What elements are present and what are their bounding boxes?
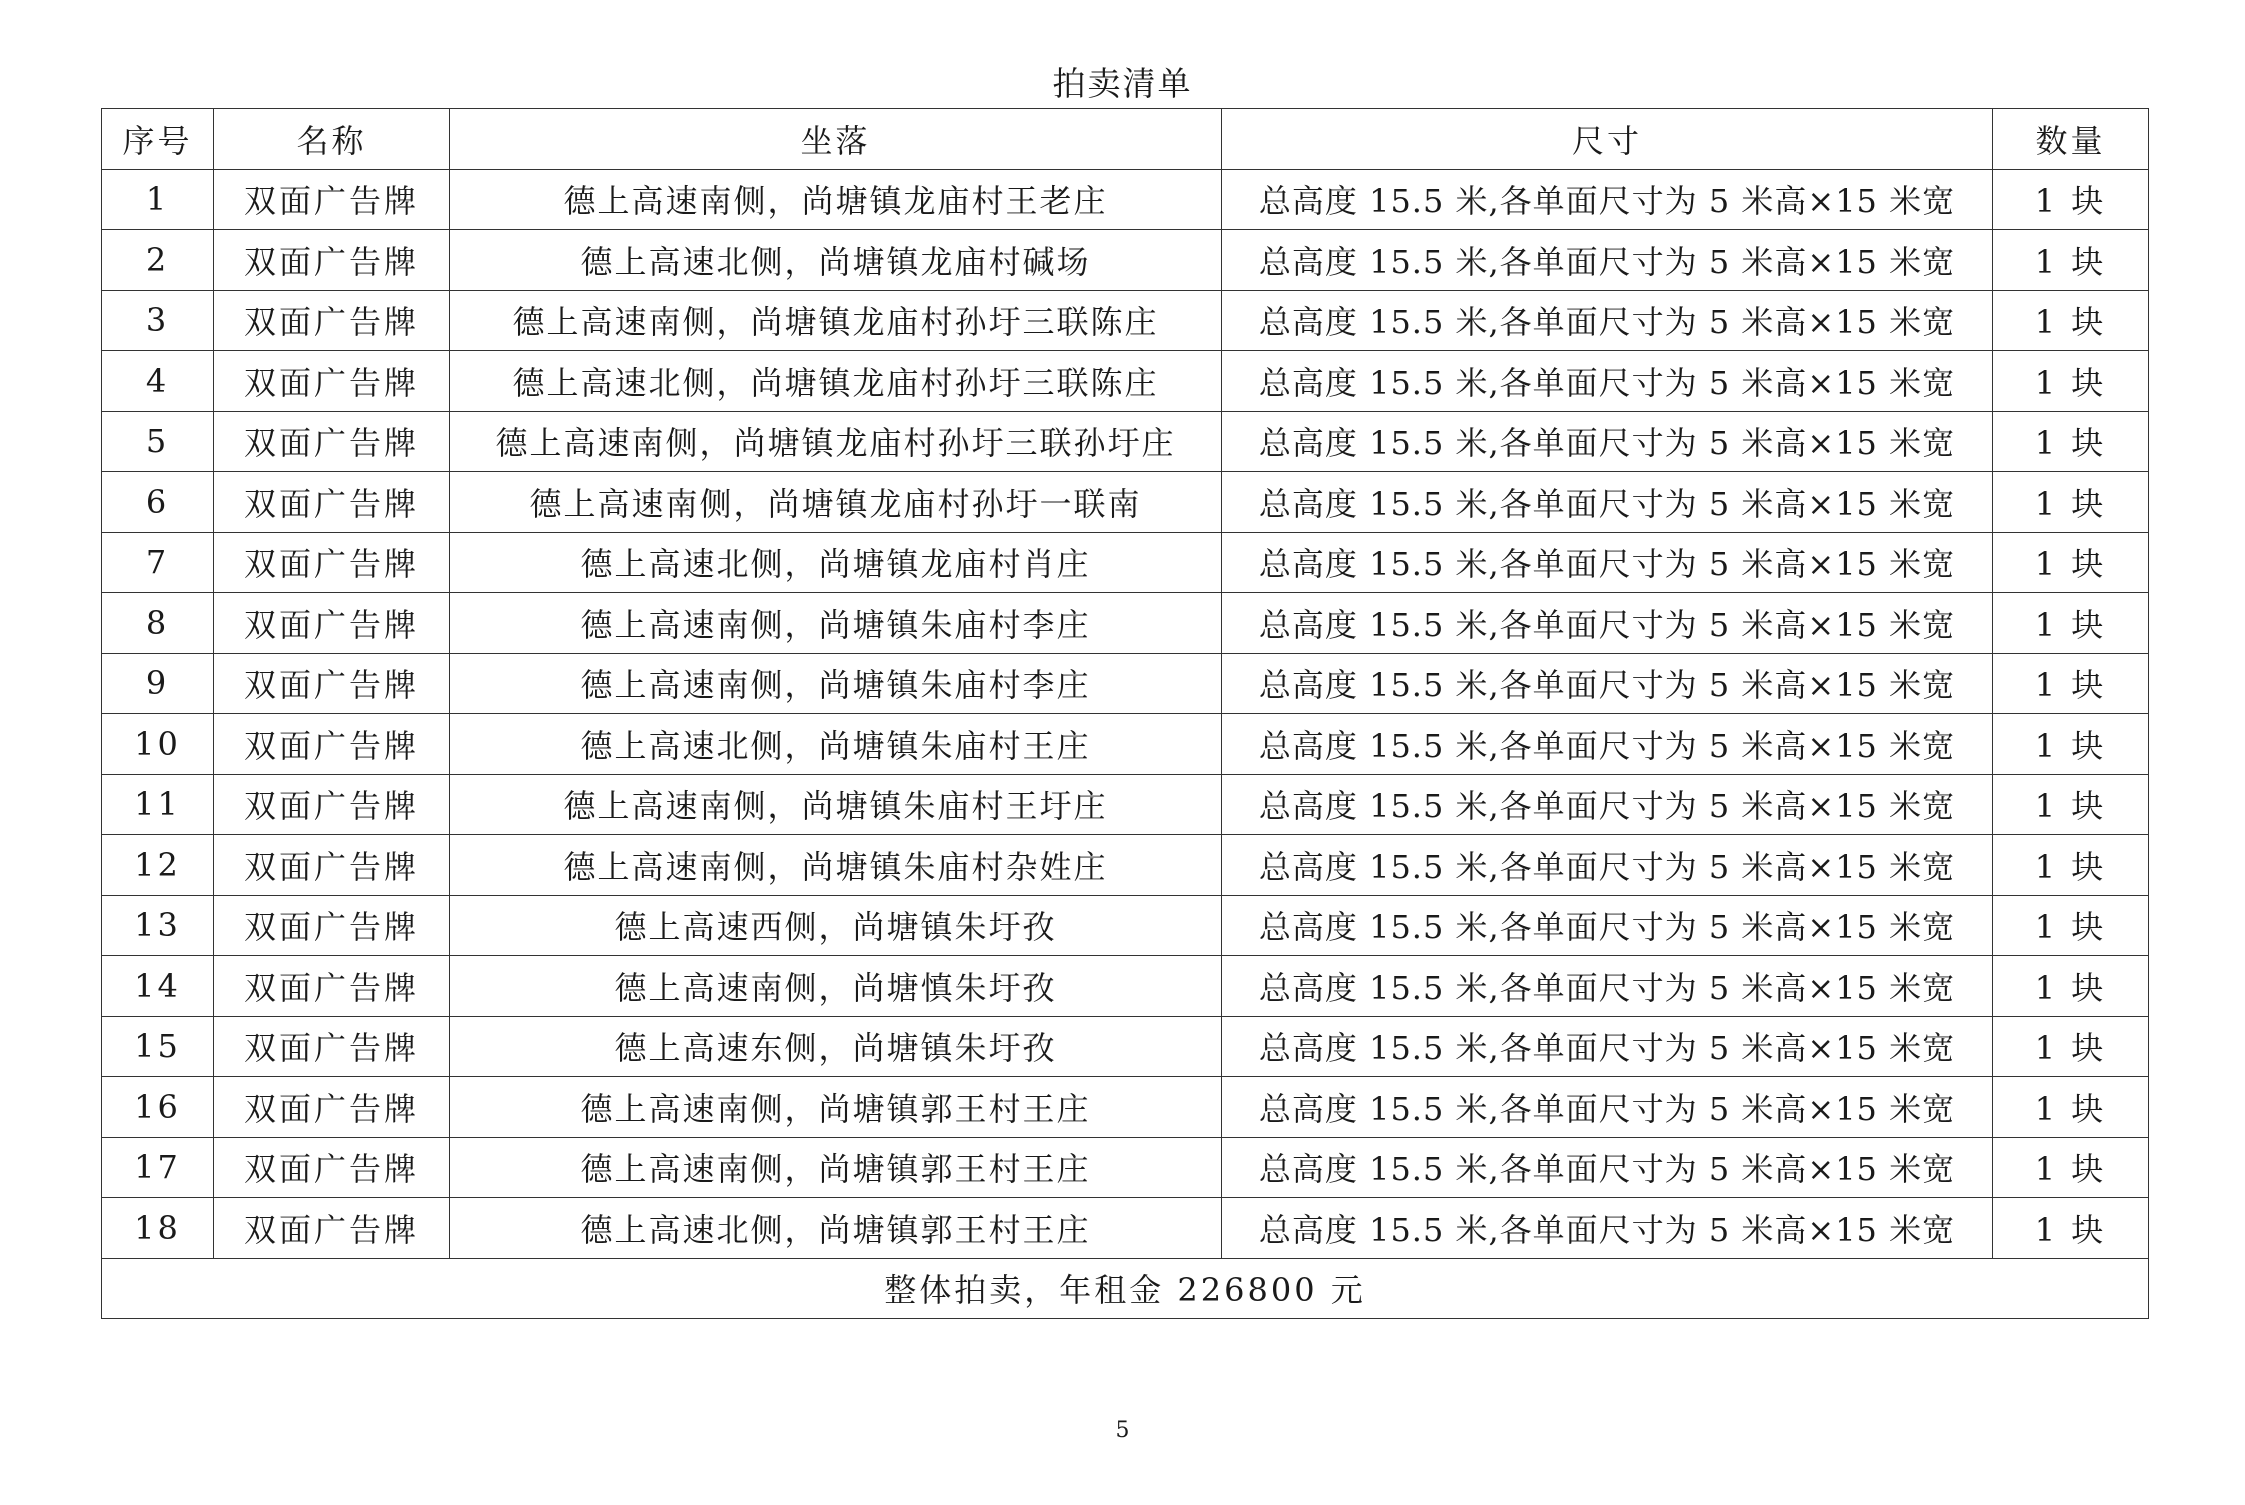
table-row <box>102 1016 2149 1077</box>
cell-serial-number: 12 <box>102 835 214 896</box>
cell-name: 双面广告牌 <box>214 230 450 291</box>
cell-name: 双面广告牌 <box>214 472 450 533</box>
cell-serial-number: 6 <box>102 472 214 533</box>
cell-quantity: 1 块 <box>1993 230 2149 291</box>
cell-size: 总高度 15.5 米,各单面尺寸为 5 米高×15 米宽 <box>1222 774 1993 835</box>
cell-quantity: 1 块 <box>1993 472 2149 533</box>
table-row <box>102 714 2149 775</box>
cell-quantity: 1 块 <box>1993 895 2149 956</box>
cell-size: 总高度 15.5 米,各单面尺寸为 5 米高×15 米宽 <box>1222 1137 1993 1198</box>
cell-quantity: 1 块 <box>1993 835 2149 896</box>
cell-location: 德上高速北侧，尚塘镇龙庙村碱场 <box>450 230 1222 291</box>
cell-serial-number: 1 <box>102 169 214 230</box>
table-row <box>102 1137 2149 1198</box>
cell-serial-number: 17 <box>102 1137 214 1198</box>
table-row <box>102 472 2149 533</box>
cell-quantity: 1 块 <box>1993 1137 2149 1198</box>
cell-name: 双面广告牌 <box>214 1077 450 1138</box>
cell-quantity: 1 块 <box>1993 1016 2149 1077</box>
cell-size: 总高度 15.5 米,各单面尺寸为 5 米高×15 米宽 <box>1222 895 1993 956</box>
document-title: 拍卖清单 <box>1052 64 1193 103</box>
table-row <box>102 290 2149 351</box>
cell-serial-number: 5 <box>102 411 214 472</box>
table-row <box>102 230 2149 291</box>
cell-size: 总高度 15.5 米,各单面尺寸为 5 米高×15 米宽 <box>1222 230 1993 291</box>
cell-location: 德上高速北侧，尚塘镇龙庙村肖庄 <box>450 532 1222 593</box>
cell-name: 双面广告牌 <box>214 835 450 896</box>
header-size: 尺寸 <box>1222 109 1993 170</box>
cell-serial-number: 2 <box>102 230 214 291</box>
cell-location: 德上高速南侧，尚塘慎朱圩孜 <box>450 956 1222 1017</box>
cell-serial-number: 18 <box>102 1198 214 1259</box>
cell-serial-number: 11 <box>102 774 214 835</box>
cell-serial-number: 9 <box>102 653 214 714</box>
cell-size: 总高度 15.5 米,各单面尺寸为 5 米高×15 米宽 <box>1222 653 1993 714</box>
cell-quantity: 1 块 <box>1993 532 2149 593</box>
table-row <box>102 956 2149 1017</box>
table-header-row <box>102 109 2149 170</box>
cell-size: 总高度 15.5 米,各单面尺寸为 5 米高×15 米宽 <box>1222 1077 1993 1138</box>
cell-serial-number: 4 <box>102 351 214 412</box>
cell-name: 双面广告牌 <box>214 895 450 956</box>
cell-quantity: 1 块 <box>1993 169 2149 230</box>
header-serial-number: 序号 <box>102 109 214 170</box>
cell-quantity: 1 块 <box>1993 714 2149 775</box>
cell-name: 双面广告牌 <box>214 774 450 835</box>
cell-location: 德上高速西侧，尚塘镇朱圩孜 <box>450 895 1222 956</box>
cell-size: 总高度 15.5 米,各单面尺寸为 5 米高×15 米宽 <box>1222 1016 1993 1077</box>
cell-serial-number: 7 <box>102 532 214 593</box>
cell-size: 总高度 15.5 米,各单面尺寸为 5 米高×15 米宽 <box>1222 472 1993 533</box>
table-row <box>102 653 2149 714</box>
cell-name: 双面广告牌 <box>214 532 450 593</box>
cell-size: 总高度 15.5 米,各单面尺寸为 5 米高×15 米宽 <box>1222 956 1993 1017</box>
cell-location: 德上高速南侧，尚塘镇朱庙村王圩庄 <box>450 774 1222 835</box>
table-body <box>102 169 2149 1258</box>
cell-quantity: 1 块 <box>1993 774 2149 835</box>
cell-quantity: 1 块 <box>1993 1198 2149 1259</box>
cell-location: 德上高速南侧，尚塘镇朱庙村杂姓庄 <box>450 835 1222 896</box>
cell-serial-number: 8 <box>102 593 214 654</box>
cell-quantity: 1 块 <box>1993 290 2149 351</box>
cell-location: 德上高速南侧，尚塘镇龙庙村王老庄 <box>450 169 1222 230</box>
cell-name: 双面广告牌 <box>214 956 450 1017</box>
cell-location: 德上高速南侧，尚塘镇郭王村王庄 <box>450 1077 1222 1138</box>
cell-name: 双面广告牌 <box>214 714 450 775</box>
cell-size: 总高度 15.5 米,各单面尺寸为 5 米高×15 米宽 <box>1222 290 1993 351</box>
cell-name: 双面广告牌 <box>214 290 450 351</box>
table-row <box>102 411 2149 472</box>
table-row <box>102 835 2149 896</box>
header-quantity: 数量 <box>1993 109 2149 170</box>
cell-serial-number: 3 <box>102 290 214 351</box>
cell-name: 双面广告牌 <box>214 351 450 412</box>
cell-size: 总高度 15.5 米,各单面尺寸为 5 米高×15 米宽 <box>1222 169 1993 230</box>
cell-name: 双面广告牌 <box>214 1198 450 1259</box>
cell-name: 双面广告牌 <box>214 411 450 472</box>
cell-serial-number: 10 <box>102 714 214 775</box>
cell-quantity: 1 块 <box>1993 593 2149 654</box>
table-row <box>102 1077 2149 1138</box>
header-location: 坐落 <box>450 109 1222 170</box>
cell-serial-number: 16 <box>102 1077 214 1138</box>
cell-name: 双面广告牌 <box>214 1016 450 1077</box>
auction-list-table <box>101 108 2149 1319</box>
cell-name: 双面广告牌 <box>214 1137 450 1198</box>
cell-location: 德上高速南侧，尚塘镇郭王村王庄 <box>450 1137 1222 1198</box>
cell-quantity: 1 块 <box>1993 1077 2149 1138</box>
total-summary: 整体拍卖，年租金 226800 元 <box>102 1258 2149 1319</box>
table-row <box>102 532 2149 593</box>
cell-location: 德上高速南侧，尚塘镇朱庙村李庄 <box>450 653 1222 714</box>
cell-size: 总高度 15.5 米,各单面尺寸为 5 米高×15 米宽 <box>1222 351 1993 412</box>
cell-location: 德上高速南侧，尚塘镇龙庙村孙圩三联孙圩庄 <box>450 411 1222 472</box>
cell-size: 总高度 15.5 米,各单面尺寸为 5 米高×15 米宽 <box>1222 593 1993 654</box>
cell-name: 双面广告牌 <box>214 169 450 230</box>
page-number: 5 <box>1115 1418 1130 1443</box>
table-row <box>102 351 2149 412</box>
cell-size: 总高度 15.5 米,各单面尺寸为 5 米高×15 米宽 <box>1222 714 1993 775</box>
cell-serial-number: 14 <box>102 956 214 1017</box>
cell-location: 德上高速北侧，尚塘镇龙庙村孙圩三联陈庄 <box>450 351 1222 412</box>
table-row <box>102 593 2149 654</box>
cell-size: 总高度 15.5 米,各单面尺寸为 5 米高×15 米宽 <box>1222 835 1993 896</box>
cell-location: 德上高速南侧，尚塘镇龙庙村孙圩三联陈庄 <box>450 290 1222 351</box>
cell-quantity: 1 块 <box>1993 411 2149 472</box>
cell-location: 德上高速南侧，尚塘镇龙庙村孙圩一联南 <box>450 472 1222 533</box>
table-row <box>102 895 2149 956</box>
cell-quantity: 1 块 <box>1993 956 2149 1017</box>
table-row <box>102 774 2149 835</box>
cell-quantity: 1 块 <box>1993 351 2149 412</box>
cell-location: 德上高速东侧，尚塘镇朱圩孜 <box>450 1016 1222 1077</box>
cell-location: 德上高速南侧，尚塘镇朱庙村李庄 <box>450 593 1222 654</box>
cell-size: 总高度 15.5 米,各单面尺寸为 5 米高×15 米宽 <box>1222 532 1993 593</box>
cell-quantity: 1 块 <box>1993 653 2149 714</box>
cell-size: 总高度 15.5 米,各单面尺寸为 5 米高×15 米宽 <box>1222 1198 1993 1259</box>
cell-location: 德上高速北侧，尚塘镇郭王村王庄 <box>450 1198 1222 1259</box>
cell-serial-number: 15 <box>102 1016 214 1077</box>
table-row <box>102 169 2149 230</box>
header-name: 名称 <box>214 109 450 170</box>
table-footer-row <box>102 1258 2149 1319</box>
table-row <box>102 1198 2149 1259</box>
cell-location: 德上高速北侧，尚塘镇朱庙村王庄 <box>450 714 1222 775</box>
cell-size: 总高度 15.5 米,各单面尺寸为 5 米高×15 米宽 <box>1222 411 1993 472</box>
cell-name: 双面广告牌 <box>214 593 450 654</box>
cell-serial-number: 13 <box>102 895 214 956</box>
cell-name: 双面广告牌 <box>214 653 450 714</box>
